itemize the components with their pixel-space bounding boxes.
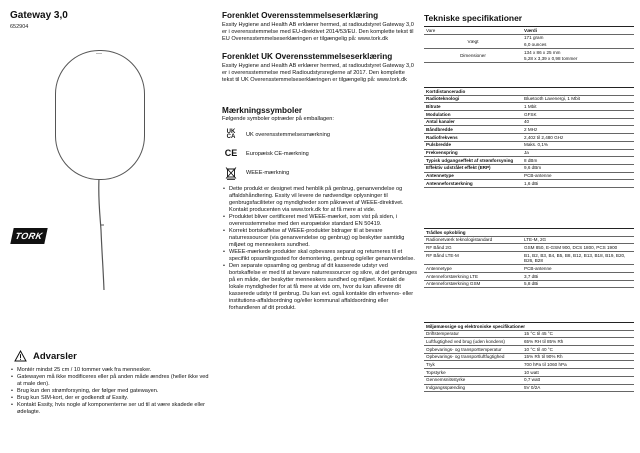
spec-label: Bitrate [424,103,522,111]
spec-value: PCB-antenne [522,265,634,273]
list-item: • Den separate opsamling og genbrug af dit kasserede udstyr ved bortskaffelse er med til at bevare naturressourcer og sikre, at det genbruges på en måde, der beskytter menneskers sundhed og miljøet. Kontakt de lokale myndigheder for at få mere at vide om, hvor du kan aflevere dit kasserede udstyr til genbrug. Du kan evt. også kontakte din erhvervs- eller institutions-affaldsordning og/eller kommunal affaldsordning eller forhandleren af dit produkt. [222,263,418,312]
list-item: • Brug kun den strømforsyning, der følger med gatewayen. [10,388,210,395]
table-row [424,95,634,103]
list-item: • Produktet bliver certificeret med WEEE-mærket, som vist på siden, i overensstemmelse med den europæiske standard EN 50419. [222,214,418,228]
ukca-mark-icon: UK CA [226,128,236,140]
spec-value: 15 °C til 45 °C [522,330,634,338]
shortrange-radio-section [424,87,634,188]
spec-value: Bluetooth Lavenergi, 1 Mbit [522,95,634,103]
spec-label: Radioteknologi [424,95,522,103]
table-row [424,265,634,273]
list-item: • Gatewayen må ikke modificeres eller på anden måde ændres (heller ikke ved at male den). [10,374,210,388]
spec-label: Radiofrekvens [424,134,522,142]
environment-table [424,322,634,392]
table-row [424,34,634,41]
shortrange-rows [424,95,634,187]
table-row [424,180,634,188]
spec-value: 3,7 dBi [522,272,634,280]
symbol-label: UK overensstemmelsesmærkning [246,132,330,138]
product-title: Gateway 3,0 [10,10,68,21]
spec-label: Antennetype [424,172,522,180]
list-item: • WEEE-mærkede produkter skal opbevares separat og returneres til et specifikt opsamlingssted for demontering, genbrug og/eller genanvendelse. [222,249,418,263]
spec-label: Båndbredde [424,126,522,134]
physical-specs-section [424,26,634,63]
gateway-device-illustration [55,50,145,180]
spec-label: Gennemsnitsstyrke [424,376,522,384]
header-item: Vare [424,27,522,35]
product-sku: 652904 [10,24,29,30]
environment-rows [424,330,634,392]
table-row [424,236,634,244]
spec-value: 6,0 ounces [522,41,634,48]
spec-value: 15% Rh til 90% Rh [522,353,634,361]
section-heading: Kortdistanceradio [424,88,634,96]
spec-value: Maks. 0,1% [522,141,634,149]
symbol-weee [222,166,418,180]
wireless-rows [424,236,634,288]
spec-label: Antenneforstærkning GSM [424,280,522,288]
spec-label: Indgangsspænding [424,384,522,392]
table-row [424,118,634,126]
spec-label: Antenneforstærkning [424,180,522,188]
warnings-heading [14,350,77,362]
warnings-heading-text: Advarsler [33,350,77,362]
list-item: • Korrekt bortskaffelse af WEEE-produkter bidrager til at bevare naturressourcer (via genanvendelse og genbrug) og beskytter samtidig miljøet og menneskers sundhed. [222,228,418,249]
spec-value: 134 x 86 x 25 mm [524,49,561,55]
table-row [424,111,634,119]
spec-value: 5V 0/2A [522,384,634,392]
spec-label: Opbevarings- og transportluftfugtighed [424,353,522,361]
warning-triangle-icon [14,350,27,362]
shortrange-radio-table [424,87,634,188]
spec-value: 40 [522,118,634,126]
spec-value: 1 Mbit [522,103,634,111]
spec-value: 10 °C til 40 °C [522,346,634,354]
table-row [424,164,634,172]
table-row [424,376,634,384]
spec-value: GSM 850, E-GSM 900, DCS 1800, PCS 1900 [522,244,634,252]
table-row [424,134,634,142]
environment-section [424,322,634,392]
weee-info-list [222,186,418,312]
wireless-section [424,228,634,288]
header-value: Værdi [522,27,634,35]
symbol-ukca [222,128,418,142]
spec-label: RF Bånd LTE-M [424,252,522,265]
section-header-row [424,323,634,331]
table-row [424,330,634,338]
spec-value: 5,28 x 3,39 x 0,98 tommer [522,56,634,63]
spec-label: Dimensioner [424,49,522,63]
table-row [424,141,634,149]
spec-value: 8 dBm [522,157,634,165]
physical-specs-table [424,26,634,63]
spec-label: Frekvenspring [424,149,522,157]
table-row [424,157,634,165]
warnings-list [10,367,210,416]
spec-label: Tryk [424,361,522,369]
table-row [424,384,634,392]
spec-value: Ja [522,149,634,157]
spec-value: B1, B2, B3, B4, B5, B8, B12, B13, B18, B19, B20, B26, B28 [522,252,634,265]
weee-bin-icon [222,166,240,180]
spec-label: Driftstemperatur [424,330,522,338]
table-row [424,252,634,265]
symbol-label: Europæisk CE-mærkning [246,151,309,157]
spec-label: Vægt [424,34,522,48]
spec-label: Antal kanaler [424,118,522,126]
list-item: • Brug kun SIM-kort, der er godkendt af Essity. [10,395,210,402]
uk-declaration-heading: Forenklet UK Overensstemmelseserklæring [222,52,393,61]
table-row [424,149,634,157]
symbols-intro: Følgende symboler optræder på emballagen: [222,116,334,122]
spec-label: Luftfugtighed ved brug (uden kondens) [424,338,522,346]
eu-declaration-text: Essity Hygiene and Health AB erklærer hermed, at radioudstyret Gateway 3,0 er i overensstemmelse med EU-direktivet 2014/53/EU. Den komplette tekst til EU Overensstemmelseserklæringen er tilgængelig på: www.tork.dk [222,22,414,42]
wireless-table [424,228,634,288]
table-row [424,103,634,111]
specs-heading: Tekniske specifikationer [424,13,523,23]
declarations-column [222,0,418,312]
spec-value: 2,402 til 2,480 GHz [522,134,634,142]
spec-value: 171 gram [524,35,544,41]
spec-value: 10 watt [522,369,634,377]
spec-value: 2 MHz [522,126,634,134]
eu-declaration-heading: Forenklet Overensstemmelseserklæring [222,11,379,20]
list-item: • Dette produkt er designet med henblik på genbrug, genanvendelse og affaldshåndtering. Essity vil levere de nødvendige oplysninger til genbrugsfaciliteter og myndigheder som påkrævet af WEEE-direktivet. Kontakt producenten via www.tork.dk for at få mere at vide. [222,186,418,214]
table-row [424,369,634,377]
spec-label: Typisk udgangseffekt af strømforsyning [424,157,522,165]
symbol-label: WEEE-mærkning [246,170,290,176]
section-header-row [424,229,634,237]
section-header-row [424,88,634,96]
spec-value: 1,6 dBi [522,180,634,188]
specifications-column [424,0,634,391]
spec-value: 700 hPa til 1060 hPa [522,361,634,369]
spec-value: 0,7 watt [522,376,634,384]
list-item: • Montér mindst 25 cm / 10 tommer væk fra mennesker. [10,367,210,374]
spec-label: Effektiv udstrålet effekt (ERP) [424,164,522,172]
symbols-heading: Mærkningssymboler [222,106,303,115]
table-row [424,244,634,252]
symbol-ce [222,147,418,161]
spec-label: Topstyrke [424,369,522,377]
table-header-row [424,27,634,35]
spec-label: Pulsbredde [424,141,522,149]
list-item: • Kontakt Essity, hvis nogle af komponenterne ser ud til at være skadede eller ødelagte. [10,402,210,416]
spec-label: Opbevarings- og transporttemperatur [424,346,522,354]
table-row [424,172,634,180]
section-heading: Trådløs opkobling [424,229,634,237]
ce-mark-icon: CE [224,148,238,159]
table-row [424,338,634,346]
table-row [424,353,634,361]
spec-value: LTE-M, 2G [522,236,634,244]
section-heading: Miljømæssige og elektroniske specifikationer [424,323,634,331]
table-row [424,346,634,354]
uk-declaration-text: Essity Hygiene and Health AB erklærer hermed, at radioudstyret Gateway 3,0 er i overensstemmelse med Radioudstyrsreglerne af 2017. Den komplette tekst til UK Overensstemmelseserklæringen er tilgængelig på: www.tork.dk [222,63,414,83]
spec-label: Antennetype [424,265,522,273]
tork-logo: TORK [10,228,47,244]
spec-value: PCB-antenne [522,172,634,180]
table-row [424,280,634,288]
table-row [424,361,634,369]
table-row [424,49,634,56]
table-row [424,272,634,280]
spec-label: RF Bånd 2G [424,244,522,252]
spec-value: 5,8 dBi [522,280,634,288]
spec-value: 65% RH til 85% Rh [522,338,634,346]
spec-label: Radionetværk teknologistandard [424,236,522,244]
spec-label: Antenneforstærkning LTE [424,272,522,280]
table-row [424,126,634,134]
spec-value: GFSK [522,111,634,119]
spec-label: Modulation [424,111,522,119]
spec-value: 9,6 dBm [522,164,634,172]
